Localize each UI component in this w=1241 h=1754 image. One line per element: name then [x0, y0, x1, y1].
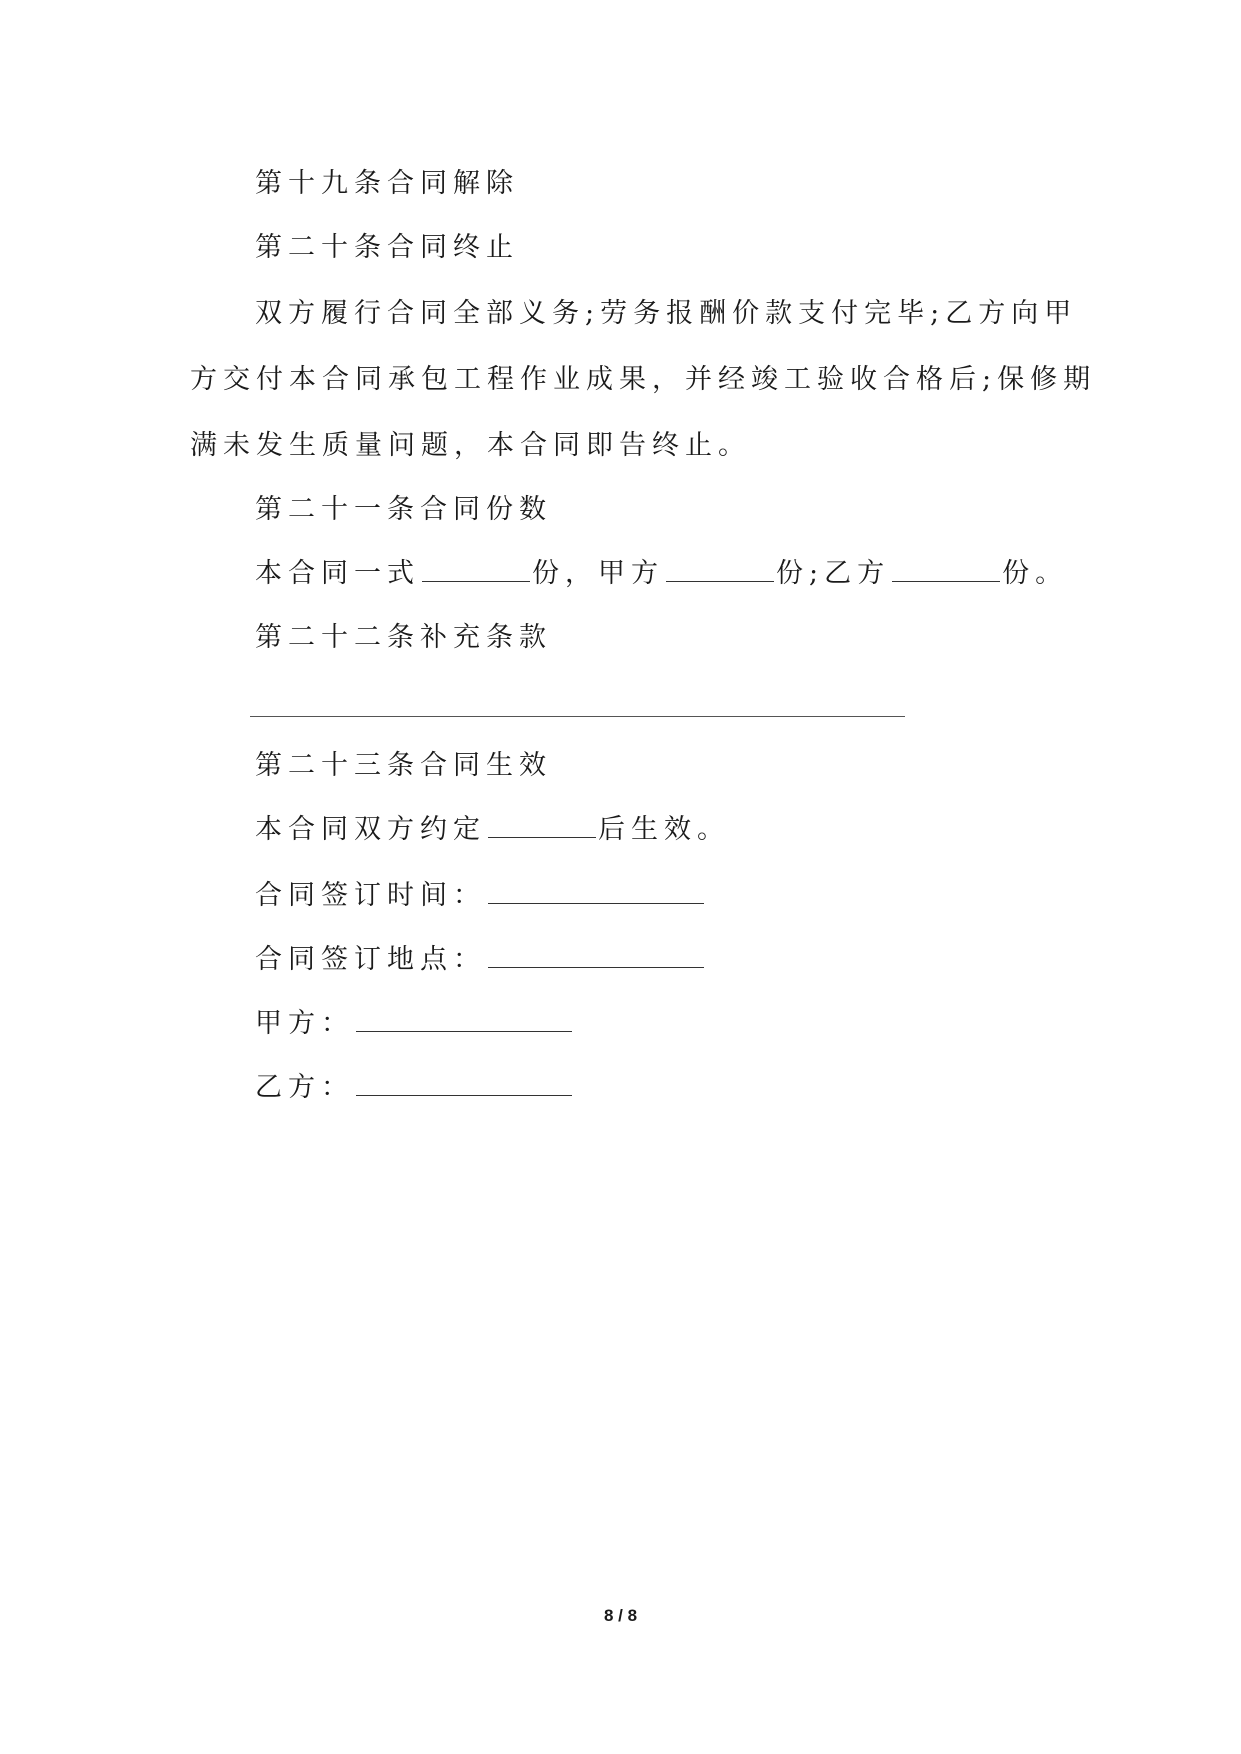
party-b-blank — [356, 1094, 572, 1096]
article-21-text-3: 份;乙方 — [776, 558, 891, 589]
sign-place-row — [255, 942, 706, 978]
article-21-text-1: 本合同一式 — [255, 558, 420, 589]
article-23-text-2: 后生效。 — [598, 814, 730, 845]
article-21-text-4: 份。 — [1002, 558, 1069, 589]
sign-time-label: 合同签订时间： — [255, 880, 486, 911]
sign-time-blank — [488, 902, 704, 904]
page-number: 8 / 8 — [603, 1606, 638, 1625]
party-b-label: 乙方： — [255, 1072, 354, 1103]
copies-party-b-blank — [892, 580, 1000, 582]
article-23-text-1: 本合同双方约定 — [255, 814, 486, 845]
article-23-body — [255, 812, 730, 848]
article-20-body-line-2: 方交付本合同承包工程作业成果，并经竣工验收合格后;保修期 — [190, 364, 1097, 395]
article-20-title: 第二十条合同终止 — [255, 232, 519, 263]
sign-place-blank — [488, 966, 704, 968]
party-a-label: 甲方： — [255, 1008, 354, 1039]
party-b-row — [255, 1070, 574, 1106]
effective-condition-blank — [488, 836, 596, 838]
sign-place-label: 合同签订地点： — [255, 944, 486, 975]
copies-party-a-blank — [666, 580, 774, 582]
article-22-title: 第二十二条补充条款 — [255, 622, 552, 653]
article-21-body — [255, 556, 1068, 592]
copies-total-blank — [422, 580, 530, 582]
article-21-text-2: 份，甲方 — [532, 558, 664, 589]
party-a-blank — [356, 1030, 572, 1032]
party-a-row — [255, 1006, 574, 1042]
article-20-body-line-1: 双方履行合同全部义务;劳务报酬价款支付完毕;乙方向甲 — [255, 298, 1078, 329]
article-21-title: 第二十一条合同份数 — [255, 494, 552, 525]
article-19-title: 第十九条合同解除 — [255, 168, 519, 199]
supplementary-terms-blank-line — [250, 716, 905, 717]
article-20-body-line-3: 满未发生质量问题，本合同即告终止。 — [190, 430, 751, 461]
sign-time-row — [255, 878, 706, 914]
article-23-title: 第二十三条合同生效 — [255, 750, 552, 781]
